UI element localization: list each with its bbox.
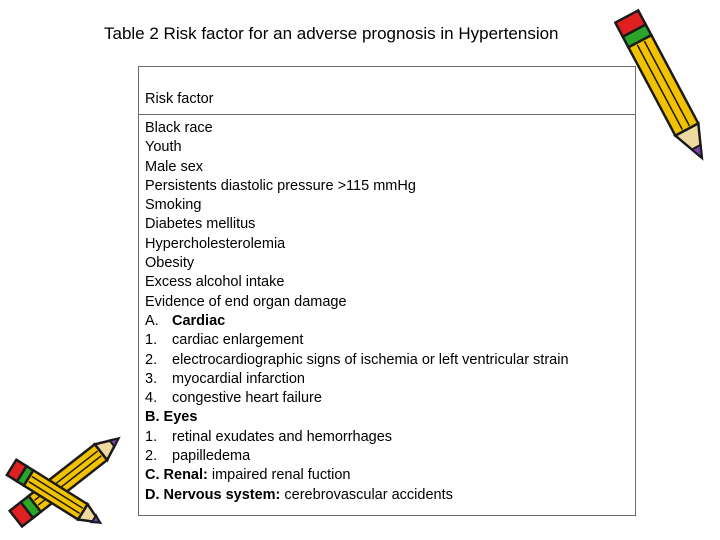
row-text: Excess alcohol intake — [145, 274, 285, 291]
row-text: Smoking — [145, 197, 202, 214]
table-row — [145, 370, 569, 389]
table-row — [145, 351, 569, 370]
row-number: 3. — [145, 370, 158, 387]
row-text: cardiac enlargement — [172, 332, 304, 349]
row-number: 2. — [145, 351, 158, 368]
row-number: 1. — [145, 428, 158, 445]
row-text: electrocardiographic signs of ischemia or left ventricular strain — [172, 351, 569, 368]
row-number: 2. — [145, 448, 158, 465]
row-heading: B. Eyes — [145, 409, 198, 426]
table-row — [145, 158, 569, 177]
row-text: Male sex — [145, 158, 204, 175]
row-text: Hypercholesterolemia — [145, 235, 286, 252]
risk-factor-table — [138, 66, 636, 516]
table-row — [145, 177, 569, 196]
row-text: Black race — [145, 120, 213, 136]
table-header-risk-factor: Risk factor — [145, 91, 214, 107]
table-row — [145, 428, 569, 447]
row-number: 1. — [145, 332, 158, 349]
table-row — [145, 331, 569, 350]
table-row — [145, 486, 569, 505]
row-number: A. — [145, 312, 159, 329]
row-text: impaired renal fuction — [207, 467, 351, 484]
row-heading: Cardiac — [172, 312, 226, 329]
table-row — [145, 138, 569, 157]
table-row — [145, 273, 569, 292]
row-text: Evidence of end organ damage — [145, 293, 347, 310]
table-row — [145, 389, 569, 408]
pencil-icon-top-right — [614, 0, 720, 175]
table-row — [145, 119, 569, 138]
row-number: 4. — [145, 390, 158, 407]
table-row — [145, 312, 569, 331]
table-row — [145, 408, 569, 427]
row-text: congestive heart failure — [172, 390, 322, 407]
table-body — [145, 119, 569, 505]
row-text: Diabetes mellitus — [145, 216, 256, 233]
table-row — [145, 196, 569, 215]
row-heading: D. Nervous system: — [145, 486, 281, 503]
row-text: myocardial infarction — [172, 370, 305, 387]
row-heading: C. Renal: — [145, 467, 208, 484]
row-text: Obesity — [145, 255, 195, 272]
row-text: Persistents diastolic pressure >115 mmHg — [145, 177, 416, 194]
row-text: papilledema — [172, 448, 251, 465]
table-row — [145, 293, 569, 312]
table-row — [145, 254, 569, 273]
row-text: cerebrovascular accidents — [280, 486, 453, 503]
table-row — [145, 235, 569, 254]
table-row — [145, 466, 569, 485]
row-text: Youth — [145, 139, 182, 156]
row-text: retinal exudates and hemorrhages — [172, 428, 393, 445]
header-divider — [139, 114, 635, 115]
table-row — [145, 215, 569, 234]
table-title: Table 2 Risk factor for an adverse prognosis in Hypertension — [104, 24, 559, 43]
pencil-icon-bottom-left-2 — [0, 456, 110, 540]
table-row — [145, 447, 569, 466]
